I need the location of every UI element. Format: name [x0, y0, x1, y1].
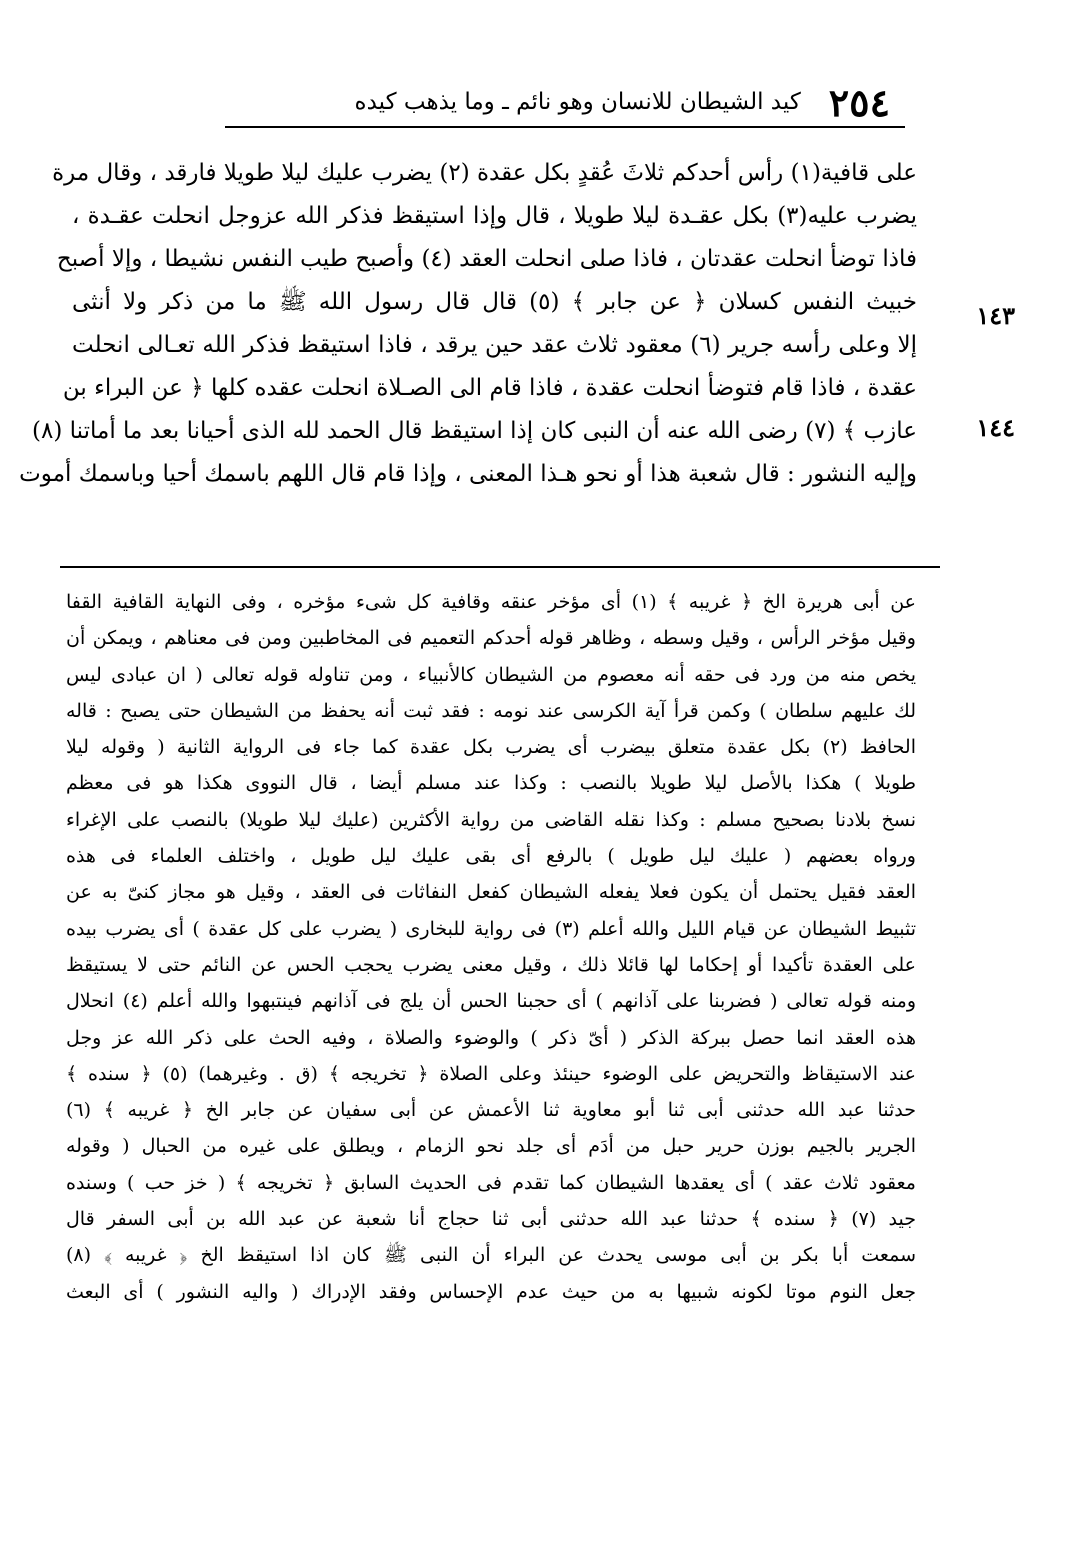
note-line: الحافظ (٢) بكل عقدة متعلق بيضرب أى يضرب بكل عقدة كما جاء فى الرواية الثانية ( وقوله ليلا — [66, 736, 916, 759]
note-line: هذه العقد انما حصل ببركة الذكر ( أىّ ذكر ) والوضوء والصلاة ، وفيه الحث على ذكر الله عز وجل — [66, 1026, 916, 1049]
hadith-number-143: ١٤٣ — [976, 301, 1015, 330]
note-line: يخص منه من ورد فى حقه أنه معصوم من الشيطان كالأنبياء ، ومن تناوله قوله تعالى ( ان عبادى ليس — [66, 663, 916, 686]
note-line: نسخ بلادنا بصحيح مسلم : وكذا نقله القاضى من رواية الأكثرين (عليك ليلا طويلا) بالنصب على الإغراء — [66, 808, 916, 831]
note-line: عن أبى هريرة الخ ﴿ غريبه ﴾ (١) أى مؤخر عنقه وقافية كل شىء مؤخره ، وفى النهاية القافية القفا — [66, 591, 916, 613]
note-line: وقيل مؤخر الرأس ، وقيل وسطه ، وظاهر قوله أحدكم التعميم فى المخاطبين ومن فى معناهم ، ويمكن أن — [66, 627, 916, 650]
main-text-line: يضرب عليه(٣) بكل عقـدة ليلا طويلا ، قال وإذا استيقظ فذكر الله عزوجل انحلت عقـدة ، — [72, 203, 917, 229]
note-line: سمعت أبا بكر بن أبى موسى يحدث عن البراء أن النبى ﷺ كان اذا استيقظ الخ ﴿ غريبه ﴾ (٨) — [66, 1244, 916, 1267]
main-text-line: عقدة ، فاذا قام فتوضأ انحلت عقدة ، فاذا قام الى الصـلاة انحلت عقده كلها ﴿ عن البراء بن — [62, 375, 917, 401]
main-text-line: إلا وعلى رأسه جرير (٦) معقود ثلاث عقد حين يرقد ، فاذا استيقظ فذكر الله تعـالى انحلت — [72, 332, 917, 358]
header-rule — [225, 126, 905, 128]
main-text-line: فاذا توضأ انحلت عقدتان ، فاذا صلى انحلت العقد (٤) وأصبح طيب النفس نشيطا ، وإلا أصبح — [56, 246, 917, 272]
commentary-notes — [66, 584, 916, 1310]
main-text-line: خبيث النفس كسلان ﴿ عن جابر ﴾ (٥) قال قال رسول الله ﷺ ما من ذكر ولا أنثى — [72, 289, 917, 315]
running-title: كيد الشيطان للانسان وهو نائم ـ وما يذهب كيده — [354, 89, 801, 115]
main-text-line: عازب ﴾ (٧) رضى الله عنه أن النبى كان إذا استيقظ قال الحمد لله الذى أحيانا بعد ما أماتنا (٨) — [32, 418, 917, 444]
note-line: عند الاستيقاظ والتحريض على الوضوء حينئذ وعلى الصلاة ﴿ تخريجه ﴾ (ق . وغيرهما) (٥) ﴿ سنده ﴾ — [66, 1062, 916, 1085]
note-line: تثبيط الشيطان عن قيام الليل والله أعلم (٣) فى رواية للبخارى ( يضرب على كل عقدة ) أى يضرب بيده — [66, 917, 917, 940]
main-hadith-text — [19, 152, 917, 496]
note-line: ورواه بعضهم ( عليك ليل طويل ) بالرفع أى بقى عليك ليل طويل ، واختلف العلماء فى هذه — [66, 845, 916, 868]
page-header — [230, 79, 890, 125]
note-line: الجرير بالجيم بوزن حرير حبل من أدَم أى جلد نحو الزمام ، ويطلق على غيره من الحبال ( وقوله — [66, 1135, 916, 1158]
note-line: حدثنا عبد الله حدثنى أبى ثنا أبو معاوية ثنا الأعمش عن أبى سفيان عن جابر الخ ﴿ غريبه ﴾ (٦) — [66, 1099, 916, 1122]
main-text-line: وإليه النشور : قال شعبة هذا أو نحو هـذا المعنى ، وإذا قام قال اللهم باسمك أحيا وباسمك أموت — [19, 461, 917, 487]
note-line: معقود ثلاث عقد ) أى يعقدها الشيطان كما تقدم فى الحديث السابق ﴿ تخريجه ﴾ ( خز حب ) وسنده — [66, 1171, 916, 1194]
note-line: ومنه قوله تعالى ( فضربنا على آذانهم ) أى حجبنا الحس أن يلج فى آذانهم فينتبهوا والله أعلم (٤) انحلال — [66, 990, 916, 1013]
note-line: على العقدة تأكيدا أو إحكاما لها قائلا ذلك ، وقيل معنى يضرب يحجب الحس عن النائم حتى لا يستيقظ — [66, 953, 916, 976]
note-line: العقد فقيل يحتمل أن يكون فعلا يفعله الشيطان كفعل النفاثات فى العقد ، وقيل هو مجاز كنىّ به عن — [66, 881, 916, 904]
footnote-separator — [60, 566, 940, 568]
note-line: طويلا ) هكذا بالأصل ليلا طويلا بالنصب : وكذا عند مسلم أيضا ، قال النووى هكذا هو فى معظم — [66, 772, 916, 795]
page-number: ٢٥٤ — [828, 79, 890, 125]
main-text-line: على قافية(١) رأس أحدكم ثلاثَ عُقدٍ بكل عقدة (٢) يضرب عليك ليلا طويلا فارقد ، وقال مرة — [52, 160, 917, 186]
hadith-number-144: ١٤٤ — [976, 413, 1015, 442]
note-line: جعل النوم موتا لكونه شبيها به من حيث عدم الإحساس وفقد الإدراك ( واليه النشور ) أى البعث — [66, 1280, 916, 1303]
note-line: جيد (٧) ﴿ سنده ﴾ حدثنا عبد الله حدثنى أبى ثنا حجاج أنا شعبة عن عبد الله بن أبى السفر قال — [66, 1208, 916, 1231]
note-line: لك عليهم سلطان ) وكمن قرأ آية الكرسى عند نومه : فقد ثبت أنه يحفظ من الشيطان حتى يصبح : قاله — [66, 699, 916, 722]
